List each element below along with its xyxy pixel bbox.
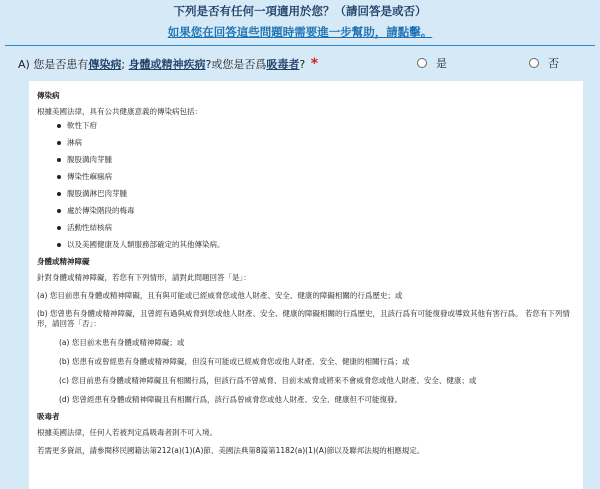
list-item: 活動性結核病 [67,223,575,233]
section-intro-communicable: 根據美國法律，具有公共健康意義的傳染病包括： [37,107,202,116]
page-heading: 下列是否有任何一項適用於您？（請回答是或否） [173,4,427,18]
yes-radio[interactable] [417,58,427,68]
list-item: 傳染性痲瘋病 [67,172,575,182]
list-item: 腹股溝肉芽腫 [67,155,575,165]
section-more-info: 若需更多資訊，請參閱移民國籍法第212(a)(1)(A)節、美國法典第8篇第1182(a)(1)(A)節以及聯邦法規的相應規定。 [37,446,425,455]
section-intro-drug: 根據美國法律，任何人若被判定爲吸毒者則不可入境。 [37,428,217,437]
section-title-drug: 吸毒者 [37,412,60,421]
option-no[interactable] [529,57,559,71]
drug-abuser-link[interactable]: 吸毒者 [266,58,300,71]
question-mid: ?或您是否爲 [205,58,267,71]
explanation-panel [29,81,583,489]
list-item: 以及美國健康及人類服務部確定的其他傳染病。 [67,240,575,250]
disorder-link[interactable]: 身體或精神疾病 [128,58,206,71]
yes-label: 是 [436,57,447,70]
disorder-clause-a: (a) 您目前患有身體或精神障礙，且有與可能或已經威脅您或他人財產、安全、健康的障礙相關的行爲歷史；或 [37,291,403,300]
list-item: 腹股溝淋巴肉芽腫 [67,189,575,199]
no-label: 否 [548,57,559,70]
no-radio[interactable] [529,58,539,68]
list-item: 軟性下疳 [67,121,575,131]
list-item: 處於傳染階段的梅毒 [67,206,575,216]
section-intro-disorder: 針對身體或精神障礙，若您有下列情形，請對此問題回答「是」： [37,273,251,282]
no-clause-c: (c) 您目前患有身體或精神障礙且有相關行爲，但該行爲不曾威脅、目前未威脅或將來不會威脅您或他人財產、安全、健康；或 [59,376,477,385]
question-sep: ; [121,58,129,71]
disease-list [37,121,575,250]
communicable-disease-link[interactable]: 傳染病 [88,58,122,71]
option-yes[interactable] [417,57,447,71]
required-mark: * [310,56,319,72]
section-title-disorder: 身體或精神障礙 [37,257,90,266]
no-clause-b: (b) 您患有或曾經患有身體或精神障礙，但沒有可能或已經威脅您或他人財產、安全、健康的相關行爲；或 [59,357,410,366]
question-a [18,57,318,72]
disorder-clause-b: (b) 您曾患有身體或精神障礙，且曾經有過與威脅到您或他人財產、安全、健康的障礙相關的行爲歷史，且該行爲有可能復發或導致其他有害行爲。 若您有下列情形，請回答「否」： [37,309,570,328]
section-title-communicable: 傳染病 [37,91,60,100]
help-link[interactable]: 如果您在回答這些問題時需要進一步幫助，請點擊。 [167,25,433,39]
question-prefix: A) 您是否患有 [18,58,89,71]
no-clause-a: (a) 您目前未患有身體或精神障礙；或 [59,338,185,347]
no-clause-d: (d) 您曾經患有身體或精神障礙且有相關行爲，該行爲曾威脅您或他人財產、安全、健康但不可能復發。 [59,395,402,404]
question-suffix: ? [299,58,306,71]
list-item: 淋病 [67,138,575,148]
divider [5,45,595,46]
